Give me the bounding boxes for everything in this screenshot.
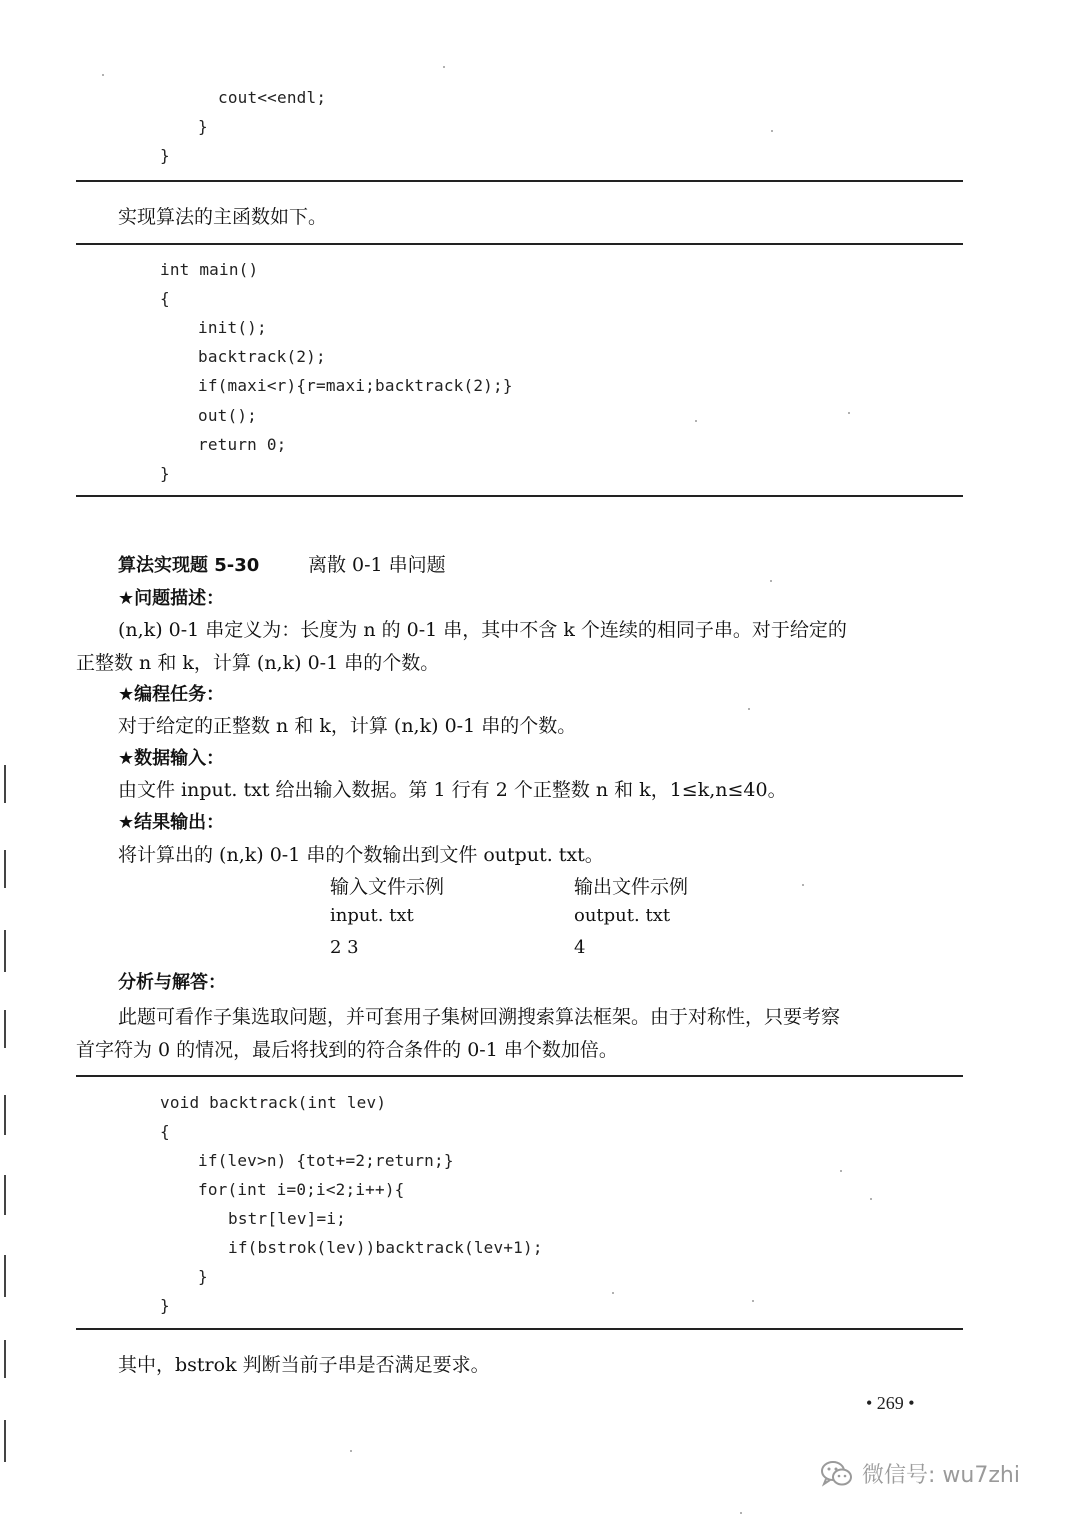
code-block-rule: [76, 1075, 963, 1077]
example-input-file: input. txt: [330, 905, 414, 926]
code-line: {: [160, 1122, 170, 1141]
example-input-header: 输入文件示例: [330, 876, 445, 898]
paragraph: 首字符为 0 的情况，最后将找到的符合条件的 0-1 串个数加倍。: [76, 1039, 618, 1061]
code-line: return 0;: [198, 435, 287, 454]
wechat-icon: [820, 1460, 854, 1488]
scan-speck: [771, 130, 773, 132]
scan-edge-mark: [4, 1340, 6, 1378]
scan-speck: [752, 1300, 754, 1302]
scan-speck: [612, 1292, 614, 1294]
watermark: [820, 1458, 1020, 1489]
code-line: }: [160, 1296, 170, 1315]
scan-speck: [770, 580, 772, 582]
section-heading: 分析与解答：: [118, 972, 226, 993]
paragraph: 将计算出的 (n,k) 0-1 串的个数输出到文件 output. txt。: [118, 844, 604, 866]
scan-speck: [350, 1450, 352, 1452]
scan-edge-mark: [4, 1010, 6, 1048]
paragraph: 此题可看作子集选取问题，并可套用子集树回溯搜索算法框架。由于对称性，只要考察: [118, 1006, 841, 1028]
scan-edge-mark: [4, 930, 6, 972]
code-line: cout<<endl;: [218, 88, 327, 107]
code-line: void backtrack(int lev): [160, 1093, 387, 1112]
example-output-value: 4: [574, 937, 586, 958]
watermark-text: 微信号: wu7zhi: [862, 1463, 1020, 1488]
paragraph: (n,k) 0-1 串定义为：长度为 n 的 0-1 串，其中不含 k 个连续的相同子串。对于给定的: [118, 619, 847, 641]
code-line: init();: [198, 318, 267, 337]
paragraph: 正整数 n 和 k，计算 (n,k) 0-1 串的个数。: [76, 652, 440, 674]
section-heading: ★问题描述：: [118, 588, 225, 609]
paragraph: 实现算法的主函数如下。: [118, 206, 328, 228]
problem-title-label: 算法实现题 5-30: [118, 555, 260, 576]
paragraph: 其中，bstrok 判断当前子串是否满足要求。: [118, 1354, 490, 1376]
scan-speck: [802, 884, 804, 886]
code-line: }: [160, 146, 170, 165]
code-line: if(lev>n) {tot+=2;return;}: [198, 1151, 454, 1170]
scan-edge-mark: [4, 1255, 6, 1297]
problem-title-name: 离散 0-1 串问题: [308, 554, 446, 576]
code-line: {: [160, 289, 170, 308]
example-output-file: output. txt: [574, 905, 671, 926]
scan-edge-mark: [4, 1420, 6, 1462]
example-output-header: 输出文件示例: [574, 876, 689, 898]
scan-speck: [870, 1198, 872, 1200]
scan-speck: [695, 420, 697, 422]
code-block-rule: [76, 180, 963, 182]
code-line: if(maxi<r){r=maxi;backtrack(2);}: [198, 376, 513, 395]
code-block-rule: [76, 495, 963, 497]
section-heading: ★数据输入：: [118, 748, 225, 769]
scan-speck: [102, 74, 104, 76]
code-line: out();: [198, 406, 257, 425]
code-line: int main(): [160, 260, 259, 279]
scan-edge-mark: [4, 765, 6, 803]
code-block-rule: [76, 243, 963, 245]
code-block-rule: [76, 1328, 963, 1330]
example-input-value: 2 3: [330, 937, 359, 958]
code-line: }: [198, 117, 208, 136]
scan-edge-mark: [4, 1175, 6, 1215]
code-line: }: [198, 1267, 208, 1286]
scan-speck: [748, 708, 750, 710]
section-heading: ★结果输出：: [118, 812, 225, 833]
code-line: }: [160, 464, 170, 483]
scan-speck: [840, 1170, 842, 1172]
scan-edge-mark: [4, 1095, 6, 1135]
code-line: backtrack(2);: [198, 347, 326, 366]
scan-speck: [740, 1512, 742, 1514]
page-number: • 269 •: [866, 1393, 915, 1413]
code-line: if(bstrok(lev))backtrack(lev+1);: [228, 1238, 543, 1257]
scan-speck: [443, 66, 445, 68]
code-line: for(int i=0;i<2;i++){: [198, 1180, 405, 1199]
paragraph: 由文件 input. txt 给出输入数据。第 1 行有 2 个正整数 n 和 k，1≤k,n≤40。: [118, 779, 787, 801]
section-heading: ★编程任务：: [118, 684, 225, 705]
code-line: bstr[lev]=i;: [228, 1209, 346, 1228]
paragraph: 对于给定的正整数 n 和 k，计算 (n,k) 0-1 串的个数。: [118, 715, 577, 737]
scan-speck: [848, 412, 850, 414]
scan-edge-mark: [4, 850, 6, 888]
